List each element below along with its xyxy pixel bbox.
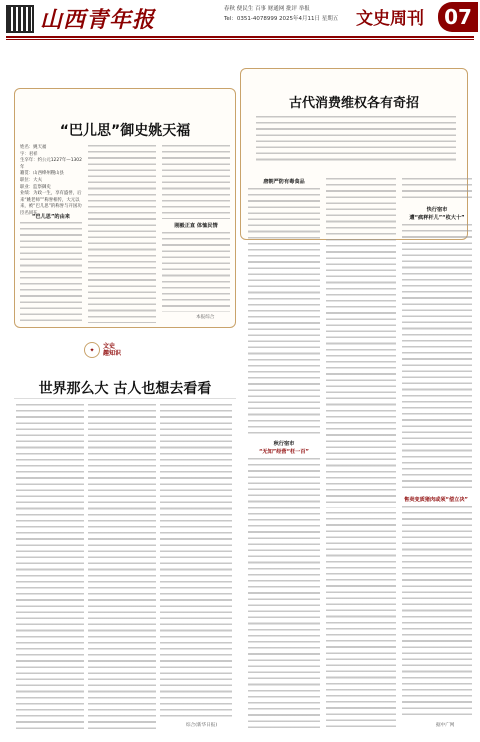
article3-body-col3 xyxy=(402,224,472,492)
article3-subhead-night-market: 秋行宿市 xyxy=(273,441,295,447)
article3-body-col1-bottom xyxy=(248,458,320,730)
article3-subhead-toxic-food: 唐朝严防有毒食品 xyxy=(263,179,305,185)
article2-title: 世界那么大 古人也想去看看 xyxy=(38,381,212,397)
article3-title: 古代消费维权各有奇招 xyxy=(288,96,419,111)
article3-subhead-spoiled-pork: 售卖变质猪肉或须“偿立决” xyxy=(404,497,468,503)
article3-body-col3-bottom xyxy=(402,506,472,718)
article3-lead xyxy=(256,116,456,164)
article2-body-col1 xyxy=(16,404,84,730)
article1-author: 本报综合 xyxy=(196,315,215,320)
article1-bio: 姓名：姚天福 字：君祥 生卒年：约公元1227年—1302年 籍贯：山西绛州稷山县 职位：大夫 职业：监察御史 业绩：为政一生，享有盛誉，后来“姚老师””称誉相传，大元以来，被“巴儿思”的称誉与开国功臣名同在。 xyxy=(20,145,82,216)
article3-body-col2 xyxy=(326,178,396,508)
article3-subhead-no-knowledge: “无知”经营“枉一百” xyxy=(259,449,309,455)
article3-body-col3-top xyxy=(402,178,472,202)
article1-title: “巴儿思”御史姚天福 xyxy=(59,123,191,139)
article3-author: 据中广网 xyxy=(436,723,455,728)
article2-body-col2 xyxy=(88,404,156,730)
article3-body-col1-top xyxy=(248,188,320,436)
article1-subhead-integrity: 刚毅正直 体恤民情 xyxy=(174,223,218,229)
article1-body-right-top xyxy=(162,145,230,219)
article3-body-col2-bottom xyxy=(326,512,396,730)
section-title: 文史周刊 xyxy=(356,9,424,29)
article1-body-left xyxy=(20,222,82,322)
header-rule-thin xyxy=(6,39,474,40)
article1-body-mid xyxy=(88,145,156,323)
article3-subhead-scale: 遭“疯秤杆儿”“枚大十” xyxy=(409,215,465,221)
masthead-logo: 山西青年报 xyxy=(40,7,156,33)
header-rule xyxy=(6,36,474,38)
page-number: 07 xyxy=(438,2,478,32)
header-meta: 春秋 便民生 百事 财通网 批评 举报 xyxy=(224,6,310,12)
article1-subhead-origin: “巴儿思”的由来 xyxy=(32,214,70,220)
badge-emblem-icon: ✦ xyxy=(84,342,100,358)
article1-body-right xyxy=(162,232,230,312)
article2-rule xyxy=(14,398,236,399)
header-date: Tel：0351-4078999 2025年4月11日 星期五 xyxy=(224,16,339,22)
article3-subhead-fast-market: 快行宿市 xyxy=(426,207,448,213)
article2-author: 综合(新华日报) xyxy=(186,723,218,728)
article2-badge: ✦ 文史 趣知识 xyxy=(84,342,121,358)
qr-code xyxy=(6,5,34,33)
article2-body-col3 xyxy=(160,404,232,720)
